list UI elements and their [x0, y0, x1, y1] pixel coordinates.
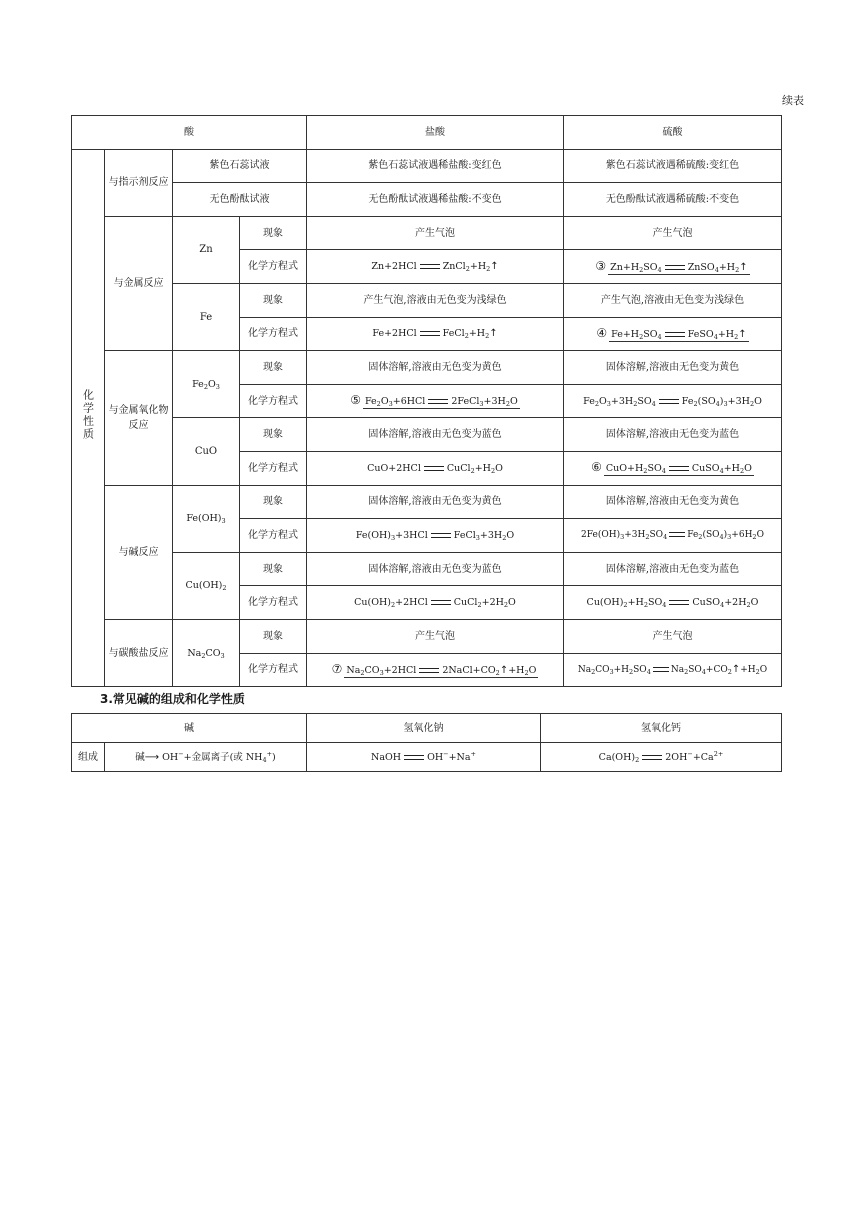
header-caoh2: 氢氧化钙	[541, 714, 782, 743]
fe-hcl-equation: Fe+2HCl $FeCl_2+H_2↑$	[307, 317, 564, 351]
acid-properties-table	[71, 115, 782, 687]
cuo-hcl-equation: CuO+2HCl $CuCl_2+H_2O$	[307, 451, 564, 485]
answer-number: ⑦	[331, 661, 343, 676]
table-row	[72, 552, 782, 586]
feoh3-h2so4-phenomenon: 固体溶解,溶液由无色变为黄色	[564, 485, 782, 519]
table-row	[72, 418, 782, 452]
answer-number: ⑤	[350, 393, 361, 408]
header-row	[72, 116, 782, 150]
table-row	[72, 351, 782, 385]
continued-label: 续表	[782, 94, 804, 107]
label-equation: 化学方程式	[240, 317, 307, 351]
group-indicator	[105, 149, 173, 216]
label-equation: 化学方程式	[240, 250, 307, 284]
group-label: 与金属氧化物反应	[108, 404, 169, 431]
label-phenomenon: 现象	[240, 283, 307, 317]
header-row	[72, 714, 782, 743]
group-base	[105, 485, 173, 619]
reactant-fe: Fe	[173, 283, 240, 350]
header-naoh: 氢氧化钠	[307, 714, 541, 743]
table-row	[72, 149, 782, 183]
composition-close: )	[272, 751, 276, 763]
composition-rest: +金属离子(或 NH	[183, 751, 263, 763]
naoh-composition: NaOH OH−+Na+	[307, 743, 541, 772]
cuoh2-hcl-phenomenon: 固体溶解,溶液由无色变为蓝色	[307, 552, 564, 586]
group-label: 与指示剂反应	[108, 177, 169, 189]
litmus-name: 紫色石蕊试液	[173, 149, 307, 183]
fe2o3-hcl-equation: ⑤ $Fe_2O_3+6HCl$ $2FeCl_3+3H_2O$	[307, 384, 564, 418]
row-label-composition: 组成	[72, 743, 105, 772]
label-phenomenon: 现象	[240, 619, 307, 653]
cuo-h2so4-equation: ⑥ $CuO+H_2SO_4$ $CuSO_4+H_2O$	[564, 451, 782, 485]
answer-number: ⑥	[591, 460, 602, 475]
reactant-feoh3: $Fe(OH)_3$	[173, 485, 240, 552]
table-row	[72, 485, 782, 519]
litmus-h2so4: 紫色石蕊试液遇稀硫酸:变红色	[564, 149, 782, 183]
zn-hcl-phenomenon: 产生气泡	[307, 216, 564, 250]
label-equation: 化学方程式	[240, 451, 307, 485]
answer-number: ③	[595, 258, 607, 273]
table-row	[72, 216, 782, 250]
phenol-name: 无色酚酞试液	[173, 183, 307, 217]
cuoh2-hcl-equation: $Cu(OH)_2+2HCl$ $CuCl_2+2H_2O$	[307, 586, 564, 620]
fe2o3-h2so4-equation: $Fe_2O_3+3H_2SO_4$ $Fe_2(SO_4)_3+3H_2O$	[564, 384, 782, 418]
na2co3-h2so4-equation: $Na_2CO_3+H_2SO_4$ $Na_2SO_4+CO_2↑+H_2O$	[564, 653, 782, 687]
cuoh2-h2so4-phenomenon: 固体溶解,溶液由无色变为蓝色	[564, 552, 782, 586]
fe-h2so4-phenomenon: 产生气泡,溶液由无色变为浅绿色	[564, 283, 782, 317]
table-row	[72, 283, 782, 317]
fe-h2so4-equation: ④ $Fe+H_2SO_4$ $FeSO_4+H_2↑$	[564, 317, 782, 351]
composition-cell: 碱⟶ OH−+金属离子(或 $NH_4^+$)	[105, 743, 307, 772]
table-row	[72, 743, 782, 772]
na2co3-h2so4-phenomenon: 产生气泡	[564, 619, 782, 653]
section-title: 3.常见碱的组成和化学性质	[100, 692, 245, 706]
cuo-h2so4-phenomenon: 固体溶解,溶液由无色变为蓝色	[564, 418, 782, 452]
label-equation: 化学方程式	[240, 586, 307, 620]
header-hcl: 盐酸	[307, 116, 564, 150]
header-h2so4: 硫酸	[564, 116, 782, 150]
label-phenomenon: 现象	[240, 418, 307, 452]
group-oxide	[105, 351, 173, 485]
feoh3-h2so4-equation: $2Fe(OH)_3+3H_2SO_4$ $Fe_2(SO_4)_3+6H_2O$	[564, 519, 782, 553]
reactant-na2co3: $Na_2CO_3$	[173, 619, 240, 686]
reactant-cuoh2: $Cu(OH)_2$	[173, 552, 240, 619]
cuoh2-h2so4-equation: $Cu(OH)_2+H_2SO_4$ $CuSO_4+2H_2O$	[564, 586, 782, 620]
label-phenomenon: 现象	[240, 552, 307, 586]
litmus-hcl: 紫色石蕊试液遇稀盐酸:变红色	[307, 149, 564, 183]
header-base: 碱	[72, 714, 307, 743]
reactant-zn: Zn	[173, 216, 240, 283]
table-row	[72, 619, 782, 653]
phenol-h2so4: 无色酚酞试液遇稀硫酸:不变色	[564, 183, 782, 217]
group-metal	[105, 216, 173, 350]
category-label: 化学性质	[81, 389, 95, 442]
label-equation: 化学方程式	[240, 519, 307, 553]
answer-number: ④	[596, 325, 608, 340]
composition-base: 碱	[135, 751, 145, 763]
label-equation: 化学方程式	[240, 384, 307, 418]
phenol-hcl: 无色酚酞试液遇稀盐酸:不变色	[307, 183, 564, 217]
fe2o3-hcl-phenomenon: 固体溶解,溶液由无色变为黄色	[307, 351, 564, 385]
fe2o3-h2so4-phenomenon: 固体溶解,溶液由无色变为黄色	[564, 351, 782, 385]
caoh2-composition: $Ca(OH)_2$ $2OH^-+Ca^{2+}$	[541, 743, 782, 772]
reactant-fe2o3: $Fe_2O_3$	[173, 351, 240, 418]
group-label: 与碱反应	[118, 546, 159, 558]
feoh3-hcl-phenomenon: 固体溶解,溶液由无色变为黄色	[307, 485, 564, 519]
zn-hcl-equation: Zn+2HCl $ZnCl_2+H_2↑$	[307, 250, 564, 284]
label-equation: 化学方程式	[240, 653, 307, 687]
label-phenomenon: 现象	[240, 351, 307, 385]
label-phenomenon: 现象	[240, 485, 307, 519]
fe-hcl-phenomenon: 产生气泡,溶液由无色变为浅绿色	[307, 283, 564, 317]
header-acid: 酸	[72, 116, 307, 150]
na2co3-hcl-equation: ⑦ $Na_2CO_3+2HCl$ $2NaCl+CO_2↑+H_2O$	[307, 653, 564, 687]
zn-h2so4-equation: ③ $Zn+H_2SO_4$ $ZnSO_4+H_2↑$	[564, 250, 782, 284]
na2co3-hcl-phenomenon: 产生气泡	[307, 619, 564, 653]
group-label: 与金属反应	[113, 277, 164, 289]
reactant-cuo: CuO	[173, 418, 240, 485]
zn-h2so4-phenomenon: 产生气泡	[564, 216, 782, 250]
category-cell	[72, 149, 105, 687]
cuo-hcl-phenomenon: 固体溶解,溶液由无色变为蓝色	[307, 418, 564, 452]
feoh3-hcl-equation: $Fe(OH)_3+3HCl$ $FeCl_3+3H_2O$	[307, 519, 564, 553]
group-label: 与碳酸盐反应	[108, 647, 169, 659]
base-composition-table	[71, 713, 782, 772]
group-carbonate	[105, 619, 173, 686]
label-phenomenon: 现象	[240, 216, 307, 250]
table-row	[72, 183, 782, 217]
